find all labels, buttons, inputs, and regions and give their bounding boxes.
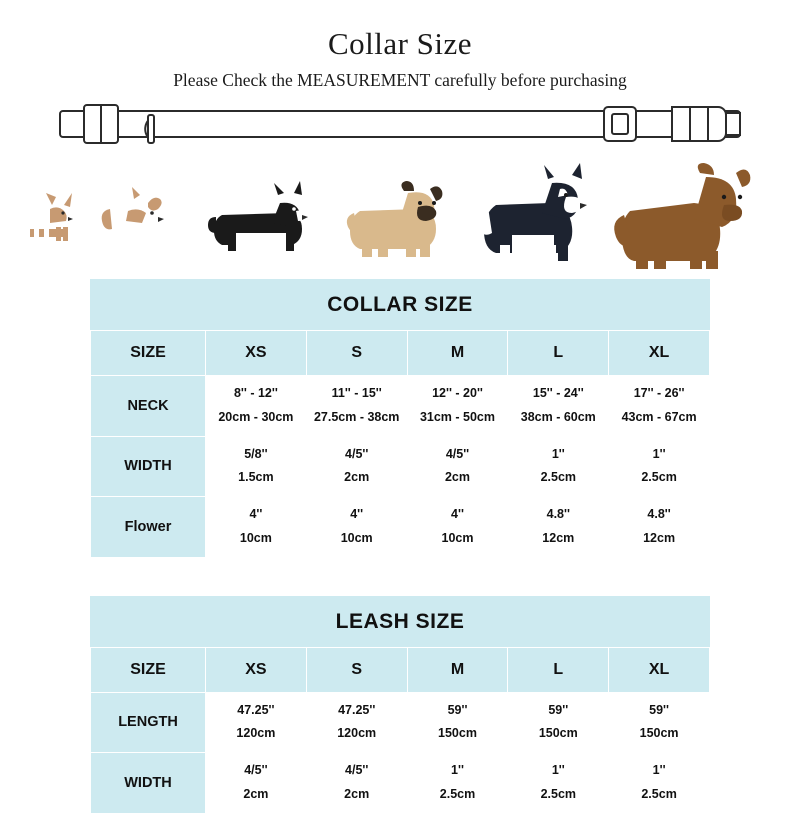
value-line2: 38cm - 60cm: [520, 409, 596, 424]
collar-size-table: [90, 330, 710, 558]
leash-length-xl: [609, 692, 710, 753]
leash-table-caption: LEASH SIZE: [90, 596, 710, 647]
briard-silhouette: [614, 163, 750, 269]
chihuahua-silhouette: [24, 193, 74, 241]
collar-width-xs: [206, 436, 307, 497]
value-line1: 59'': [649, 702, 670, 717]
value-line1: 4/5'': [345, 763, 369, 777]
collar-header-xs: XS: [206, 331, 307, 376]
collar-table-header-row: [91, 331, 710, 376]
collar-neck-l: [508, 376, 609, 437]
value-line1: 4'': [249, 507, 263, 521]
value-line1: 1'': [652, 763, 666, 777]
collar-width-xl: [609, 436, 710, 497]
value-line2: 10cm: [340, 530, 373, 545]
value-line2: 10cm: [239, 530, 272, 545]
leash-width-xs: [206, 753, 307, 814]
value-line1: 4.8'': [647, 507, 671, 521]
leash-length-s: [306, 692, 407, 753]
leash-width-m: [407, 753, 508, 814]
collar-neck-m: [407, 376, 508, 437]
leash-header-xl: XL: [609, 647, 710, 692]
size-chart-page: [0, 26, 800, 826]
collar-width-l: [508, 436, 609, 497]
value-line2: 10cm: [441, 530, 474, 545]
leash-row-label-width: WIDTH: [91, 753, 206, 814]
table-row: [91, 497, 710, 558]
value-line1: 5/8'': [244, 446, 268, 461]
value-line2: 2.5cm: [641, 786, 677, 801]
collar-row-label-flower: Flower: [91, 497, 206, 558]
value-line1: 15'' - 24'': [532, 386, 584, 400]
collar-flower-xs: [206, 497, 307, 558]
collar-header-l: L: [508, 331, 609, 376]
collar-flower-l: [508, 497, 609, 558]
collar-size-table-block: [90, 279, 710, 558]
table-spacer: [0, 558, 800, 596]
value-line1: 4/5'': [345, 446, 369, 461]
value-line1: 47.25'': [338, 702, 376, 717]
collar-header-m: M: [407, 331, 508, 376]
leash-header-xs: XS: [206, 647, 307, 692]
leash-width-l: [508, 753, 609, 814]
dog-collar-illustration: [0, 99, 800, 159]
value-line2: 12cm: [542, 530, 575, 545]
value-line1: 59'': [548, 702, 569, 717]
leash-header-s: S: [306, 647, 407, 692]
value-line2: 120cm: [337, 726, 377, 741]
value-line1: 1'': [551, 763, 565, 777]
leash-size-table-block: [90, 596, 710, 814]
value-line2: 1.5cm: [238, 470, 274, 485]
leash-table-header-row: [91, 647, 710, 692]
leash-length-l: [508, 692, 609, 753]
value-line1: 8'' - 12'': [233, 386, 278, 400]
page-title: Collar Size: [327, 26, 473, 61]
value-line2: 2cm: [344, 470, 370, 485]
value-line2: 2.5cm: [540, 470, 577, 485]
value-line1: 59'': [447, 702, 468, 717]
value-line1: 1'': [652, 446, 666, 461]
collar-width-s: [306, 436, 407, 497]
value-line2: 31cm - 50cm: [419, 409, 496, 424]
value-line2: 12cm: [643, 530, 676, 545]
value-line1: 4/5'': [244, 763, 268, 777]
collar-width-m: [407, 436, 508, 497]
leash-header-m: M: [407, 647, 508, 692]
dog-size-illustrations: [0, 159, 800, 279]
leash-header-size: SIZE: [91, 647, 206, 692]
value-line1: 4.8'': [546, 507, 570, 521]
collar-neck-xs: [206, 376, 307, 437]
papillon-silhouette: [102, 187, 164, 249]
leash-size-table: [90, 647, 710, 814]
value-line2: 2cm: [344, 786, 370, 801]
value-line1: 12'' - 20'': [432, 386, 483, 400]
collar-flower-m: [407, 497, 508, 558]
value-line2: 2.5cm: [641, 470, 677, 485]
value-line2: 43cm - 67cm: [621, 409, 697, 424]
table-row: [91, 376, 710, 437]
value-line2: 150cm: [438, 726, 477, 741]
collar-header-size: SIZE: [91, 331, 206, 376]
collar-row-label-neck: NECK: [91, 376, 206, 437]
collar-header-s: S: [306, 331, 407, 376]
collar-illustration: [0, 99, 800, 159]
table-row: [91, 436, 710, 497]
value-line2: 2cm: [444, 470, 470, 485]
collar-table-caption: COLLAR SIZE: [90, 279, 710, 330]
collar-neck-xl: [609, 376, 710, 437]
leash-width-s: [306, 753, 407, 814]
value-line1: 1'': [551, 446, 565, 461]
table-row: [91, 753, 710, 814]
leash-length-m: [407, 692, 508, 753]
value-line1: 1'': [451, 763, 464, 777]
australian-shepherd-silhouette: [478, 163, 587, 261]
value-line1: 11'' - 15'': [331, 386, 382, 400]
collar-header-xl: XL: [609, 331, 710, 376]
value-line2: 150cm: [538, 726, 578, 741]
value-line2: 20cm - 30cm: [218, 409, 294, 424]
value-line1: 4'': [350, 507, 364, 521]
value-line2: 27.5cm - 38cm: [313, 409, 400, 424]
corgi-silhouette: [208, 181, 308, 251]
value-line2: 120cm: [236, 726, 276, 741]
leash-length-xs: [206, 692, 307, 753]
value-line1: 4'': [451, 507, 464, 521]
pug-silhouette: [347, 181, 443, 257]
leash-width-xl: [609, 753, 710, 814]
collar-neck-s: [306, 376, 407, 437]
leash-row-label-length: LENGTH: [91, 692, 206, 753]
value-line2: 2.5cm: [540, 786, 577, 801]
page-subtitle: Please Check the MEASUREMENT carefully before purchasing: [173, 70, 627, 90]
value-line2: 2.5cm: [439, 786, 476, 801]
leash-header-l: L: [508, 647, 609, 692]
value-line2: 2cm: [243, 786, 269, 801]
value-line1: 4/5'': [445, 446, 470, 461]
collar-row-label-width: WIDTH: [91, 436, 206, 497]
collar-flower-s: [306, 497, 407, 558]
value-line2: 150cm: [639, 726, 679, 741]
table-row: [91, 692, 710, 753]
collar-flower-xl: [609, 497, 710, 558]
value-line1: 47.25'': [237, 702, 275, 717]
value-line1: 17'' - 26'': [633, 386, 685, 400]
